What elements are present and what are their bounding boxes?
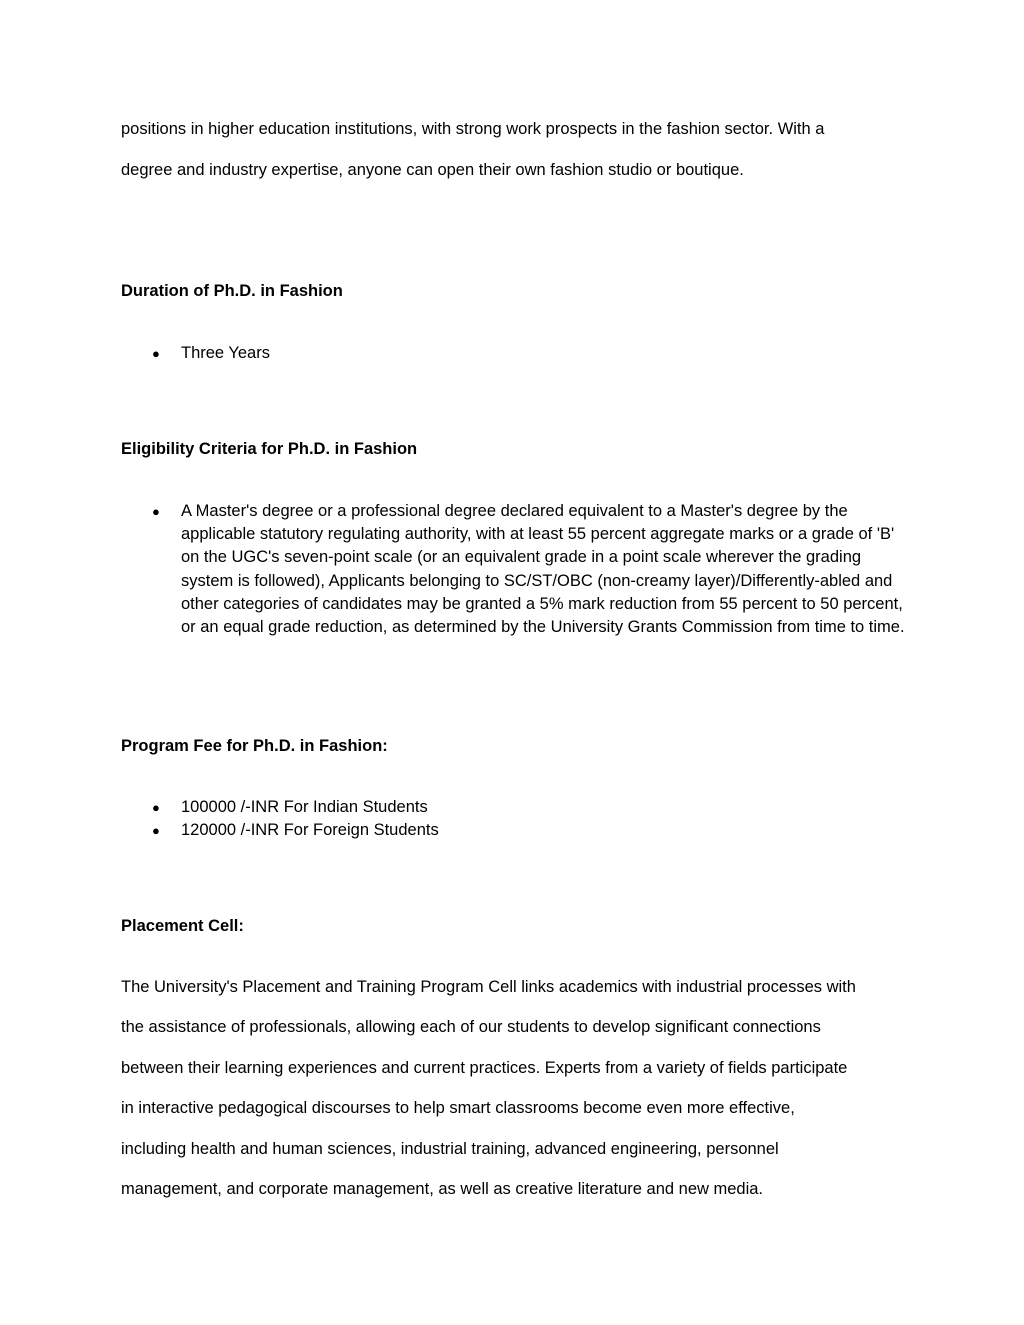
duration-heading: Duration of Ph.D. in Fashion	[121, 282, 343, 300]
placement-line-3: between their learning experiences and current practices. Experts from a variety of fields participate	[121, 1059, 848, 1077]
intro-line-1: positions in higher education institutions, with strong work prospects in the fashion sector. With a	[121, 120, 825, 138]
placement-line-1: The University's Placement and Training Program Cell links academics with industrial processes with	[121, 978, 856, 996]
bullet-icon: ●	[152, 823, 160, 839]
placement-line-6: management, and corporate management, as well as creative literature and new media.	[121, 1180, 764, 1198]
list-item	[121, 796, 901, 819]
bullet-icon: ●	[152, 800, 160, 815]
list-item	[121, 819, 901, 842]
placement-line-2: the assistance of professionals, allowing each of our students to develop significant connections	[121, 1018, 821, 1036]
eligibility-list	[121, 500, 911, 639]
duration-item-text: Three Years	[181, 344, 270, 362]
fee-item-indian: 100000 /-INR For Indian Students	[181, 798, 428, 816]
eligibility-heading: Eligibility Criteria for Ph.D. in Fashion	[121, 440, 418, 458]
placement-line-4: in interactive pedagogical discourses to help smart classrooms become even more effective,	[121, 1099, 795, 1117]
fee-item-foreign: 120000 /-INR For Foreign Students	[181, 821, 439, 840]
bullet-icon: ●	[152, 346, 160, 361]
bullet-icon: ●	[152, 504, 160, 519]
list-item	[121, 500, 911, 639]
list-item	[121, 342, 901, 365]
fee-list	[121, 796, 901, 842]
eligibility-item-text: A Master's degree or a professional degree declared equivalent to a Master's degree by the applicable statutory regulating authority, with at least 55 percent aggregate marks or a grade of 'B' on the UGC's seven-point scale (or an equivalent grade in a point scale wherever the grading system is followed), Applicants belonging to SC/ST/OBC (non-creamy layer)/Differently-abled and other categories of candidates may be granted a 5% mark reduction from 55 percent to 50 percent, or an equal grade reduction, as determined by the University Grants Commission from time to time.	[181, 502, 905, 637]
fee-heading: Program Fee for Ph.D. in Fashion:	[121, 737, 388, 755]
duration-list	[121, 342, 901, 365]
placement-heading: Placement Cell:	[121, 917, 244, 935]
placement-line-5: including health and human sciences, industrial training, advanced engineering, personnel	[121, 1140, 779, 1158]
intro-line-2: degree and industry expertise, anyone can open their own fashion studio or boutique.	[121, 161, 744, 179]
